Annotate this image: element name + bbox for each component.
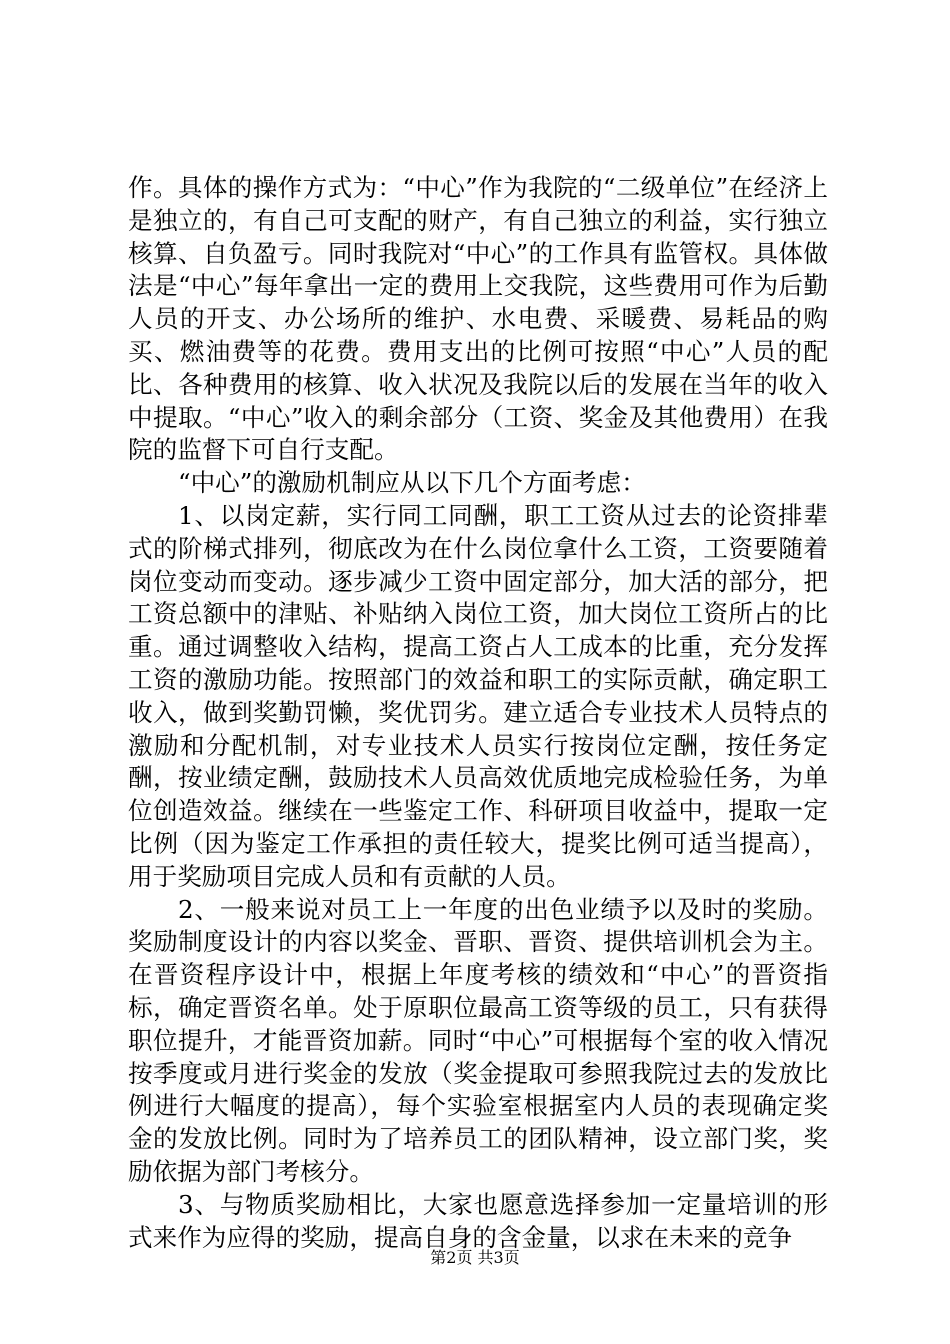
page-number-footer: 第2页 共3页 xyxy=(430,1248,520,1267)
document-body xyxy=(128,172,828,1254)
paragraph-item-1: 1、以岗定薪，实行同工同酬，职工工资从过去的论资排辈式的阶梯式排列，彻底改为在什么岗位拿什么工资，工资要随着岗位变动而变动。逐步减少工资中固定部分，加大活的部分，把工资总额中的津贴、补贴纳入岗位工资，加大岗位工资所占的比重。通过调整收入结构，提高工资占人工成本的比重，充分发挥工资的激励功能。按照部门的效益和职工的实际贡献，确定职工收入，做到奖勤罚懒，奖优罚劣。建立适合专业技术人员特点的激励和分配机制，对专业技术人员实行按岗位定酬，按任务定酬，按业绩定酬，鼓励技术人员高效优质地完成检验任务，为单位创造效益。继续在一些鉴定工作、科研项目收益中，提取一定比例（因为鉴定工作承担的责任较大，提奖比例可适当提高），用于奖励项目完成人员和有贡献的人员。 xyxy=(128,500,828,891)
paragraph-item-2: 2、一般来说对员工上一年度的出色业绩予以及时的奖励。奖励制度设计的内容以奖金、晋职、晋资、提供培训机会为主。在晋资程序设计中，根据上年度考核的绩效和“中心”的晋资指标，确定晋资名单。处于原职位最高工资等级的员工，只有获得职位提升，才能晋资加薪。同时“中心”可根据每个室的收入情况按季度或月进行奖金的发放（奖金提取可参照我院过去的发放比例进行大幅度的提高），每个实验室根据室内人员的表现确定奖金的发放比例。同时为了培养员工的团队精神，设立部门奖，奖励依据为部门考核分。 xyxy=(128,894,828,1186)
paragraph-incentive-intro: “中心”的激励机制应从以下几个方面考虑： xyxy=(178,468,646,498)
paragraph-item-3: 3、与物质奖励相比，大家也愿意选择参加一定量培训的形式来作为应得的奖励，提高自身的含金量，以求在未来的竞争 xyxy=(128,1189,828,1252)
paragraph-continued: 作。具体的操作方式为：“中心”作为我院的“二级单位”在经济上是独立的，有自己可支配的财产，有自己独立的利益，实行独立核算、自负盈亏。同时我院对“中心”的工作具有监管权。具体做法是“中心”每年拿出一定的费用上交我院，这些费用可作为后勤人员的开支、办公场所的维护、水电费、采暖费、易耗品的购买、燃油费等的花费。费用支出的比例可按照“中心”人员的配比、各种费用的核算、收入状况及我院以后的发展在当年的收入中提取。“中心”收入的剩余部分（工资、奖金及其他费用）在我院的监督下可自行支配。 xyxy=(128,173,828,465)
